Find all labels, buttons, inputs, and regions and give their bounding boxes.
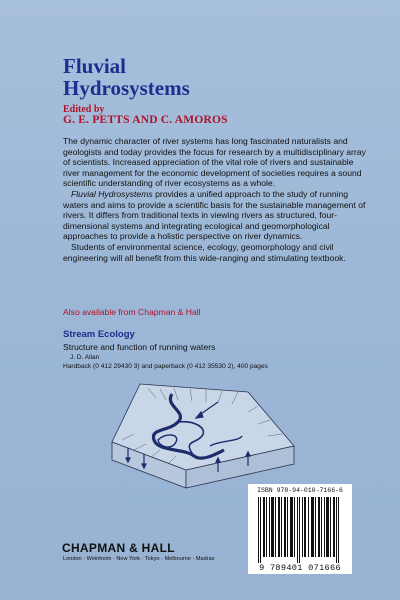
barcode-number: 9 789401 071666	[259, 563, 341, 573]
barcode	[256, 497, 344, 563]
barcode-panel	[248, 484, 352, 574]
also-available-heading: Also available from Chapman & Hall	[63, 307, 201, 317]
book-title-italic: Fluvial Hydrosystems	[71, 188, 153, 199]
description-paragraph-1: The dynamic character of river systems has long fascinated naturalists and geologists and today provides the focus for research by a multidisciplinary array of scientists. Increased appreciation of the vital role of rivers and sustainable river management for the economic development of societies requires a sound scientific understanding of river ecosystems as a whole.	[63, 136, 366, 189]
river-block-diagram	[98, 370, 318, 490]
related-book-editions: Hardback (0 412 29430 3) and paperback (0 412 35530 2), 400 pages	[63, 363, 268, 370]
description	[63, 136, 368, 263]
book-title	[63, 55, 323, 99]
title-line-2: Hydrosystems	[63, 76, 190, 100]
title-line-1: Fluvial	[63, 54, 127, 78]
related-book-title: Stream Ecology	[63, 329, 135, 340]
publisher-name: CHAPMAN & HALL	[62, 541, 175, 555]
edited-by-label: Edited by	[63, 104, 105, 115]
editors: G. E. PETTS AND C. AMOROS	[63, 114, 228, 126]
publisher-cities: London · Weinheim · New York · Tokyo · Melbourne · Madras	[63, 556, 215, 562]
isbn-label: ISBN 978-94-010-7166-6	[257, 487, 343, 494]
related-book-subtitle: Structure and function of running waters	[63, 342, 216, 352]
related-book-author: J. D. Allan	[70, 354, 100, 361]
description-paragraph-3: Students of environmental science, ecology, geomorphology and civil engineering will all benefit from this wide-ranging and stimulating textbook.	[63, 241, 346, 263]
description-paragraph-2: Fluvial Hydrosystems provides a unified approach to the study of running waters and aims to provide a scientific basis for the sustainable management of rivers. It differs from traditional texts in viewing rivers as structured, four-dimensional systems and integrating ecological and geomorphological approaches to provide a holistic perspective on river dynamics.	[63, 188, 366, 242]
